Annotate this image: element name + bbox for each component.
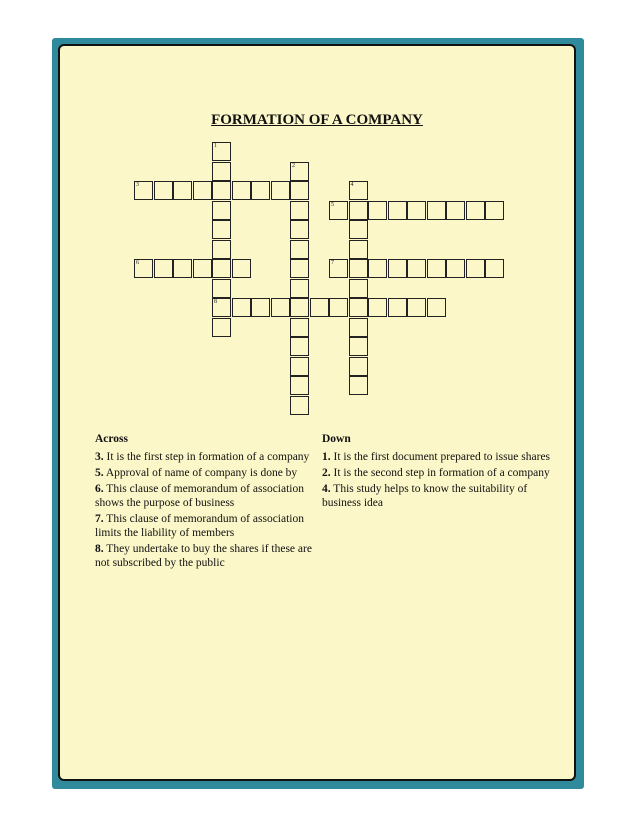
crossword-cell[interactable]	[349, 318, 368, 337]
crossword-cell[interactable]	[427, 298, 446, 317]
across-clues	[95, 432, 315, 572]
crossword-cell[interactable]	[329, 259, 348, 278]
clue-across-6: 6. This clause of memorandum of association shows the purpose of business	[95, 483, 304, 509]
crossword-cell[interactable]	[212, 279, 231, 298]
crossword-cell[interactable]	[388, 259, 407, 278]
crossword-cell[interactable]	[290, 279, 309, 298]
crossword-cell[interactable]	[173, 181, 192, 200]
crossword-cell[interactable]	[212, 298, 231, 317]
crossword-cell[interactable]	[212, 240, 231, 259]
crossword-cell[interactable]	[349, 279, 368, 298]
crossword-cell[interactable]	[290, 376, 309, 395]
crossword-cell[interactable]	[290, 220, 309, 239]
crossword-cell[interactable]	[193, 259, 212, 278]
page-frame	[52, 38, 584, 789]
cell-number: 7	[331, 260, 334, 266]
crossword-cell[interactable]	[427, 259, 446, 278]
crossword-cell[interactable]	[407, 298, 426, 317]
crossword-cell[interactable]	[212, 259, 231, 278]
crossword-cell[interactable]	[154, 181, 173, 200]
crossword-cell[interactable]	[154, 259, 173, 278]
crossword-cell[interactable]	[368, 298, 387, 317]
page-title: FORMATION OF A COMPANY	[211, 112, 423, 128]
cell-number: 3	[136, 182, 139, 188]
crossword-cell[interactable]	[329, 201, 348, 220]
across-heading: Across	[95, 433, 129, 445]
crossword-cell[interactable]	[212, 220, 231, 239]
crossword-cell[interactable]	[271, 298, 290, 317]
crossword-cell[interactable]	[485, 201, 504, 220]
clue-down-1: 1. It is the first document prepared to issue shares	[322, 451, 551, 463]
crossword-cell[interactable]	[368, 201, 387, 220]
crossword-cell[interactable]	[466, 259, 485, 278]
cell-number: 2	[292, 162, 295, 169]
crossword-cell[interactable]	[349, 201, 368, 220]
clue-down-4: 4. This study helps to know the suitability of business idea	[322, 483, 528, 509]
crossword-cell[interactable]	[232, 181, 251, 200]
crossword-cell[interactable]	[212, 318, 231, 337]
crossword-cell[interactable]	[193, 181, 212, 200]
crossword-cell[interactable]	[290, 259, 309, 278]
cell-number: 1	[214, 143, 217, 149]
crossword-cell[interactable]	[427, 201, 446, 220]
crossword-cell[interactable]	[349, 181, 368, 200]
crossword-cell[interactable]	[407, 201, 426, 220]
crossword-cell[interactable]	[290, 396, 309, 415]
crossword-cell[interactable]	[290, 181, 309, 200]
crossword-cell[interactable]	[349, 337, 368, 356]
crossword-cell[interactable]	[485, 259, 504, 278]
crossword-cell[interactable]	[212, 162, 231, 181]
crossword-cell[interactable]	[329, 298, 348, 317]
crossword-cell[interactable]	[310, 298, 329, 317]
down-heading: Down	[322, 433, 351, 445]
crossword-cell[interactable]	[212, 142, 231, 161]
cell-number: 5	[331, 201, 334, 208]
crossword-cell[interactable]	[232, 298, 251, 317]
crossword-cell[interactable]	[290, 298, 309, 317]
clue-across-3: 3. It is the first step in formation of a company	[95, 451, 310, 463]
clue-across-7: 7. This clause of memorandum of association limits the liability of members	[95, 513, 304, 539]
crossword-cell[interactable]	[212, 201, 231, 220]
crossword-cell[interactable]	[388, 201, 407, 220]
clue-down-2: 2. It is the second step in formation of a company	[322, 467, 550, 479]
crossword-cell[interactable]	[446, 201, 465, 220]
crossword-cell[interactable]	[349, 298, 368, 317]
crossword-cell[interactable]	[349, 220, 368, 239]
worksheet-page	[58, 44, 576, 781]
cell-number: 8	[214, 299, 217, 305]
clue-across-8: 8. They undertake to buy the shares if these are not subscribed by the public	[95, 543, 312, 569]
crossword-cell[interactable]	[212, 181, 231, 200]
crossword-cell[interactable]	[349, 240, 368, 259]
crossword-cell[interactable]	[349, 357, 368, 376]
crossword-cell[interactable]	[388, 298, 407, 317]
crossword-cell[interactable]	[466, 201, 485, 220]
crossword-cell[interactable]	[134, 259, 153, 278]
crossword-cell[interactable]	[446, 259, 465, 278]
crossword-cell[interactable]	[290, 240, 309, 259]
crossword-cell[interactable]	[134, 181, 153, 200]
crossword-cell[interactable]	[349, 376, 368, 395]
crossword-cell[interactable]	[271, 181, 290, 200]
cell-number: 4	[350, 182, 354, 188]
crossword-cell[interactable]	[368, 259, 387, 278]
crossword-cell[interactable]	[251, 181, 270, 200]
crossword-cell[interactable]	[290, 201, 309, 220]
down-clues	[322, 432, 552, 512]
crossword-cell[interactable]	[290, 162, 309, 181]
crossword-cell[interactable]	[232, 259, 251, 278]
crossword-cell[interactable]	[173, 259, 192, 278]
crossword-cell[interactable]	[251, 298, 270, 317]
clue-across-5: 5. Approval of name of company is done by	[95, 467, 298, 479]
crossword-cell[interactable]	[290, 357, 309, 376]
crossword-cell[interactable]	[349, 259, 368, 278]
crossword-cell[interactable]	[290, 337, 309, 356]
cell-number: 6	[136, 260, 139, 266]
crossword-cell[interactable]	[290, 318, 309, 337]
crossword-cell[interactable]	[407, 259, 426, 278]
